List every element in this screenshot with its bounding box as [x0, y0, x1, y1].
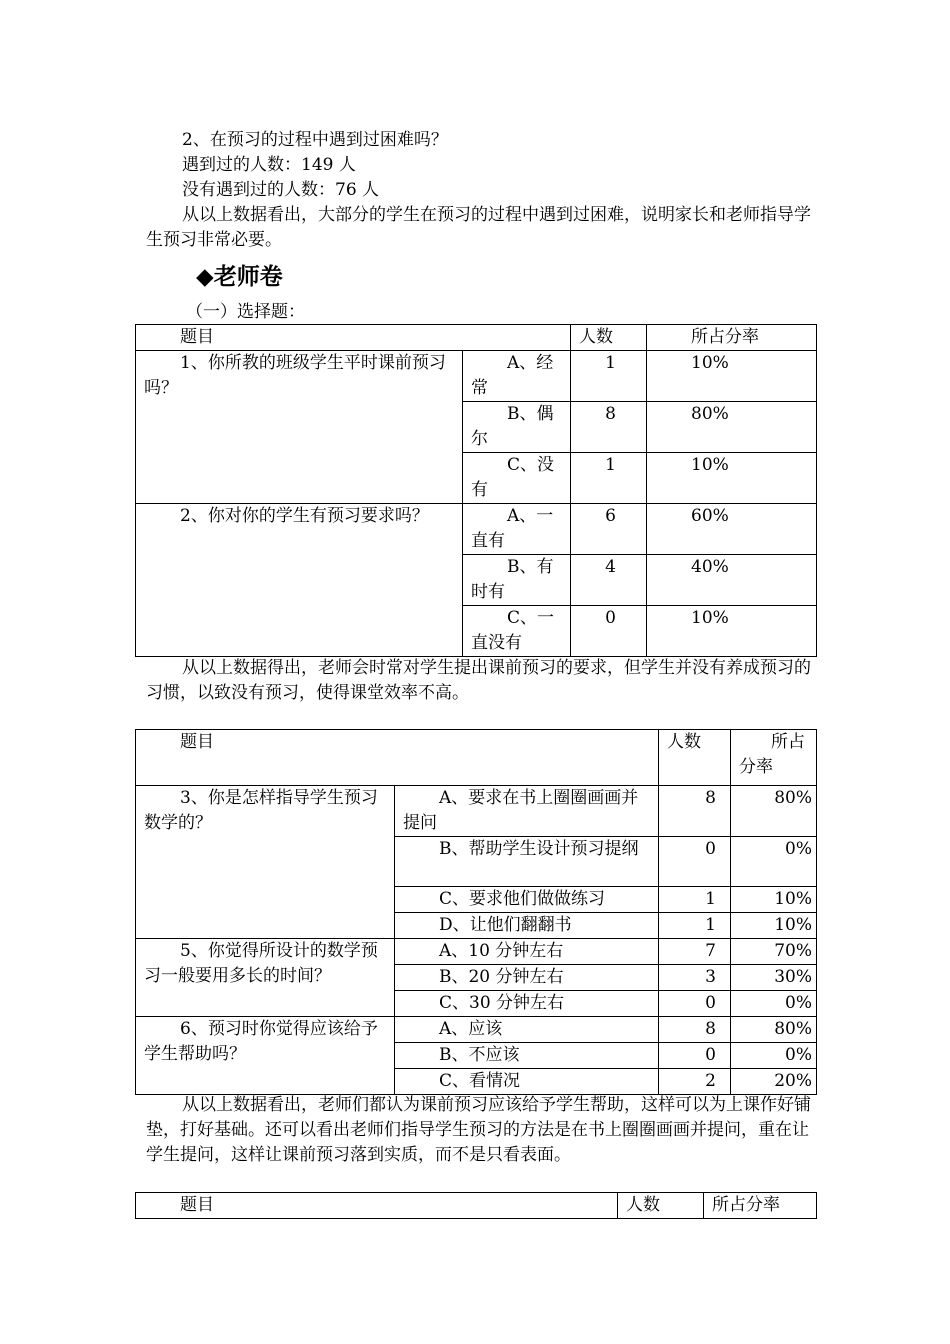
- option-cell: B、有时有: [463, 555, 571, 606]
- rate-cell: 60%: [647, 504, 817, 555]
- conclusion-1: 从以上数据得出，老师会时常对学生提出课前预习的要求，但学生并没有养成预习的习惯，以致没有预习，使得课堂效率不高。: [146, 658, 811, 703]
- rate-cell: 80%: [731, 786, 817, 837]
- header-rate: 所占分率: [647, 325, 817, 351]
- count-cell: 4: [571, 555, 647, 606]
- count-cell: 1: [571, 351, 647, 402]
- count-cell: 1: [659, 887, 731, 913]
- section-title: ◆老师卷: [196, 264, 283, 290]
- option-cell: A、10 分钟左右: [395, 939, 659, 965]
- intro-conclusion: 从以上数据看出，大部分的学生在预习的过程中遇到过困难，说明家长和老师指导学生预习非常必要。: [146, 205, 811, 250]
- rate-cell: 20%: [731, 1069, 817, 1095]
- option-cell: C、没有: [463, 453, 571, 504]
- count-cell: 1: [659, 913, 731, 939]
- conclusion-2: 从以上数据看出，老师们都认为课前预习应该给予学生帮助，这样可以为上课作好铺垫，打好基础。还可以看出老师们指导学生预习的方法是在书上圈圈画画并提问，重在让学生提问，这样让课前预习落到实质，而不是只看表面。: [146, 1095, 811, 1165]
- table-row: [136, 504, 817, 555]
- question-cell: 5、你觉得所设计的数学预习一般要用多长的时间？: [136, 939, 395, 1017]
- rate-cell: 40%: [647, 555, 817, 606]
- option-cell: A、一直有: [463, 504, 571, 555]
- rate-cell: 10%: [647, 606, 817, 657]
- option-cell: D、让他们翻翻书: [395, 913, 659, 939]
- question-cell: 6、预习时你觉得应该给予学生帮助吗？: [136, 1017, 395, 1095]
- header-count: 人数: [618, 1193, 704, 1219]
- rate-cell: 80%: [731, 1017, 817, 1043]
- rate-cell: 10%: [731, 913, 817, 939]
- count-cell: 0: [659, 991, 731, 1017]
- notmet-count-text: 没有遇到过的人数：76 人: [182, 180, 380, 200]
- met-count-text: 遇到过的人数：149 人: [182, 155, 356, 175]
- header-topic: 题目: [136, 730, 659, 786]
- rate-cell: 0%: [731, 991, 817, 1017]
- count-cell: 6: [571, 504, 647, 555]
- table-row: [136, 786, 817, 837]
- count-cell: 3: [659, 965, 731, 991]
- option-cell: B、20 分钟左右: [395, 965, 659, 991]
- option-cell: C、一直没有: [463, 606, 571, 657]
- option-cell: B、不应该: [395, 1043, 659, 1069]
- rate-cell: 0%: [731, 1043, 817, 1069]
- rate-cell: 80%: [647, 402, 817, 453]
- count-cell: 0: [659, 837, 731, 887]
- count-cell: 8: [659, 1017, 731, 1043]
- option-cell: C、看情况: [395, 1069, 659, 1095]
- question-cell: 2、你对你的学生有预习要求吗？: [136, 504, 463, 657]
- option-cell: C、要求他们做做练习: [395, 887, 659, 913]
- table-row: [136, 939, 817, 965]
- count-cell: 8: [571, 402, 647, 453]
- teacher-table-2: [135, 729, 817, 1095]
- option-cell: A、经常: [463, 351, 571, 402]
- header-rate: 所占分率: [731, 730, 817, 786]
- teacher-table-1: [135, 324, 817, 657]
- count-cell: 0: [659, 1043, 731, 1069]
- option-cell: A、要求在书上圈圈画画并提问: [395, 786, 659, 837]
- count-cell: 8: [659, 786, 731, 837]
- teacher-table-3: [135, 1192, 817, 1219]
- table-header-row: [136, 325, 817, 351]
- count-cell: 1: [571, 453, 647, 504]
- rate-cell: 10%: [647, 453, 817, 504]
- table-row: [136, 1017, 817, 1043]
- rate-cell: 30%: [731, 965, 817, 991]
- question-2-text: 2、在预习的过程中遇到过困难吗？: [182, 130, 448, 150]
- count-cell: 0: [571, 606, 647, 657]
- header-topic: 题目: [136, 1193, 618, 1219]
- question-cell: 3、你是怎样指导学生预习数学的？: [136, 786, 395, 939]
- option-cell: B、帮助学生设计预习提纲: [395, 837, 659, 887]
- option-cell: C、30 分钟左右: [395, 991, 659, 1017]
- header-topic: 题目: [136, 325, 571, 351]
- table-header-row: [136, 1193, 817, 1219]
- header-count: 人数: [659, 730, 731, 786]
- subsection-title: （一）选择题：: [186, 302, 305, 322]
- rate-cell: 10%: [647, 351, 817, 402]
- count-cell: 2: [659, 1069, 731, 1095]
- rate-cell: 0%: [731, 837, 817, 887]
- header-rate: 所占分率: [704, 1193, 817, 1219]
- table-header-row: [136, 730, 817, 786]
- table-row: [136, 351, 817, 402]
- question-cell: 1、你所教的班级学生平时课前预习吗？: [136, 351, 463, 504]
- rate-cell: 10%: [731, 887, 817, 913]
- option-cell: A、应该: [395, 1017, 659, 1043]
- option-cell: B、偶尔: [463, 402, 571, 453]
- rate-cell: 70%: [731, 939, 817, 965]
- count-cell: 7: [659, 939, 731, 965]
- header-count: 人数: [571, 325, 647, 351]
